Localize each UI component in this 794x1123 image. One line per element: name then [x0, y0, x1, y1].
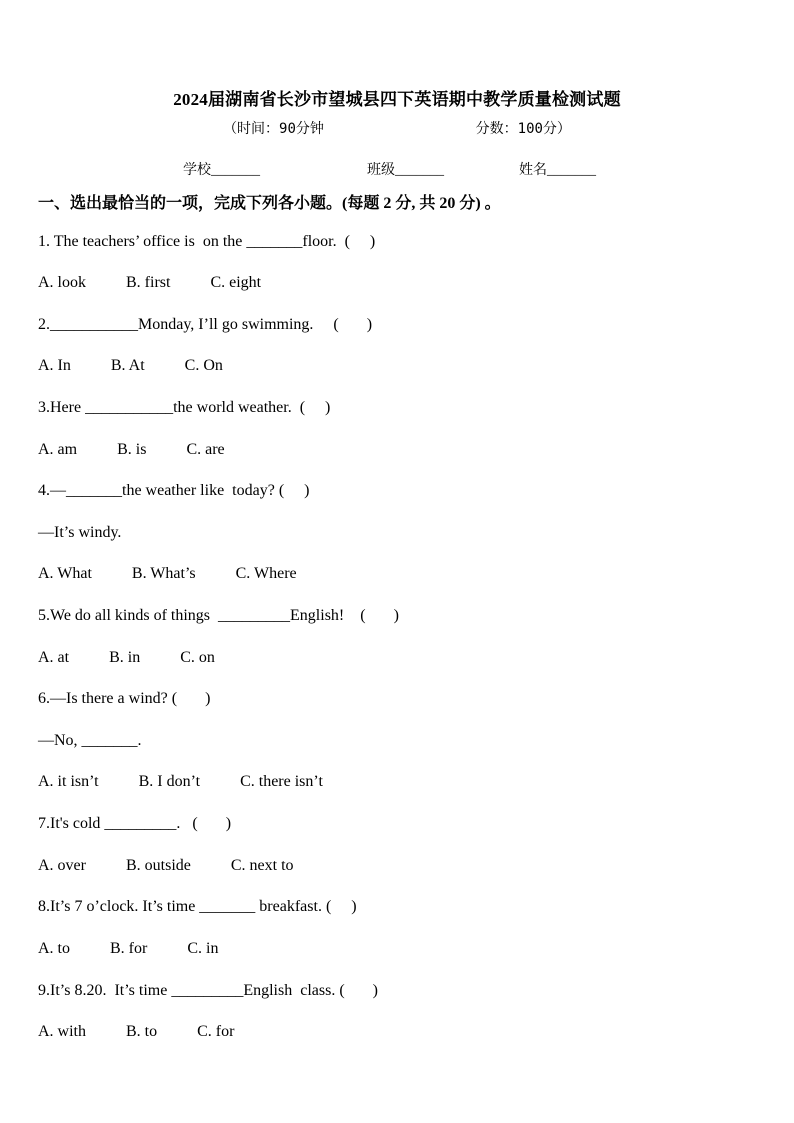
question-4-options: A. What B. What’s C. Where: [38, 565, 297, 582]
question-2-stem: 2.___________Monday, I’ll go swimming. ( ): [38, 316, 373, 333]
question-5-options: A. at B. in C. on: [38, 649, 215, 666]
question-9-options: A. with B. to C. for: [38, 1023, 235, 1040]
question-5-stem: 5.We do all kinds of things _________English! ( ): [38, 607, 399, 624]
school-field: 学校_______: [183, 163, 260, 178]
question-7-options: A. over B. outside C. next to: [38, 857, 294, 874]
question-8-options: A. to B. for C. in: [38, 940, 219, 957]
question-4-stem: 4.—_______the weather like today? ( ): [38, 482, 310, 499]
question-1-options: A. look B. first C. eight: [38, 274, 262, 291]
class-field: 班级_______: [367, 163, 444, 178]
question-4-answer-line: —It’s windy.: [38, 524, 122, 541]
name-field: 姓名_______: [519, 163, 596, 178]
question-9-stem: 9.It’s 8.20. It’s time _________English class. ( ): [38, 982, 378, 999]
question-8-stem: 8.It’s 7 o’clock. It’s time _______ breakfast. ( ): [38, 898, 357, 915]
question-6-stem: 6.—Is there a wind? ( ): [38, 690, 211, 707]
section-heading: 一、选出最恰当的一项，完成下列各小题。(每题 2 分, 共 20 分) 。: [38, 195, 501, 212]
question-1-stem: 1. The teachers’ office is on the _______floor. ( ): [38, 233, 376, 250]
question-3-stem: 3.Here ___________the world weather. ( ): [38, 399, 331, 416]
question-6-options: A. it isn’t B. I don’t C. there isn’t: [38, 773, 323, 790]
question-3-options: A. am B. is C. are: [38, 441, 225, 458]
question-6-answer-line: —No, _______.: [38, 732, 142, 749]
exam-title: 2024届湖南省长沙市望城县四下英语期中教学质量检测试题: [173, 90, 621, 109]
question-7-stem: 7.It's cold _________. ( ): [38, 815, 232, 832]
exam-subtitle: （时间：90分钟 分数：100分）: [223, 121, 571, 137]
question-2-options: A. In B. At C. On: [38, 357, 223, 374]
